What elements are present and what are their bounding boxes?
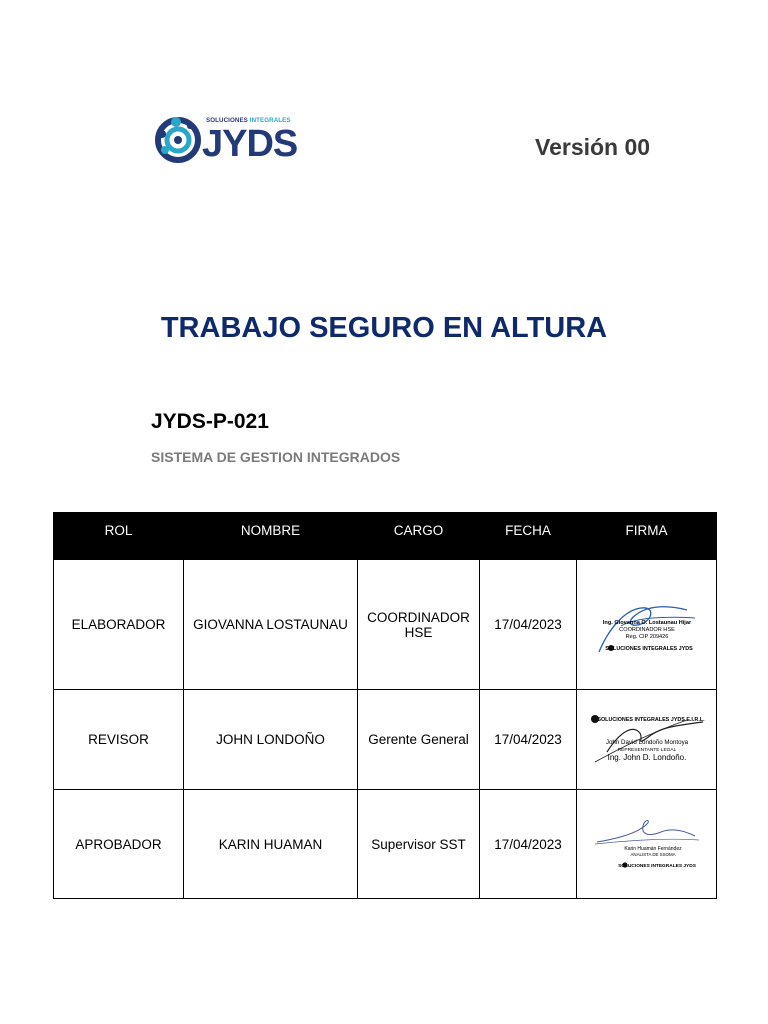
cell-nombre: JOHN LONDOÑO xyxy=(184,690,358,790)
version-label: Versión 00 xyxy=(535,134,651,160)
logo-mark-icon xyxy=(154,114,202,164)
svg-text:ANALISTA DE SSOMA: ANALISTA DE SSOMA xyxy=(629,852,676,857)
table-row xyxy=(54,790,717,899)
cell-cargo: COORDINADOR HSE xyxy=(358,560,480,690)
header-nombre: NOMBRE xyxy=(184,513,358,560)
header-fecha: FECHA xyxy=(480,513,577,560)
header-cargo: CARGO xyxy=(358,513,480,560)
cell-fecha: 17/04/2023 xyxy=(480,790,577,899)
cell-nombre: KARIN HUAMAN xyxy=(184,790,358,899)
svg-text:Ing. Giovanna O. Lostaunau Hij: Ing. Giovanna O. Lostaunau Hijar xyxy=(602,619,691,626)
signature-stamp-3 xyxy=(591,814,703,874)
table-row xyxy=(54,690,717,790)
logo-tagline: SOLUCIONES INTEGRALES xyxy=(206,117,291,124)
svg-text:REPRESENTANTE LEGAL: REPRESENTANTE LEGAL xyxy=(617,747,676,753)
cell-rol: ELABORADOR xyxy=(54,560,184,690)
table-header-row xyxy=(54,513,717,560)
svg-text:Reg. CIP 209426: Reg. CIP 209426 xyxy=(625,633,668,640)
signature-stamp-1 xyxy=(591,588,703,662)
cell-firma xyxy=(577,790,717,899)
cell-firma xyxy=(577,560,717,690)
approval-table xyxy=(53,512,717,899)
header-rol: ROL xyxy=(54,513,184,560)
cell-fecha: 17/04/2023 xyxy=(480,690,577,790)
cell-rol: APROBADOR xyxy=(54,790,184,899)
svg-text:COORDINADOR HSE: COORDINADOR HSE xyxy=(618,626,675,633)
cell-rol: REVISOR xyxy=(54,690,184,790)
document-code: JYDS-P-021 xyxy=(151,410,269,433)
cell-cargo: Supervisor SST xyxy=(358,790,480,899)
cell-fecha: 17/04/2023 xyxy=(480,560,577,690)
cell-firma xyxy=(577,690,717,790)
svg-text:SOLUCIONES INTEGRALES JYDS E.I: SOLUCIONES INTEGRALES JYDS E.I.R.L. xyxy=(596,716,705,723)
cell-cargo: Gerente General xyxy=(358,690,480,790)
document-system: SISTEMA DE GESTION INTEGRADOS xyxy=(151,449,401,465)
svg-text:John David Londoño Montoya: John David Londoño Montoya xyxy=(605,738,688,746)
logo-brand-text: JYDS xyxy=(202,123,298,165)
document-title: TRABAJO SEGURO EN ALTURA xyxy=(160,312,608,344)
signature-stamp-2 xyxy=(587,710,707,770)
cell-nombre: GIOVANNA LOSTAUNAU xyxy=(184,560,358,690)
table-row xyxy=(54,560,717,690)
svg-text:SOLUCIONES INTEGRALES JYDS: SOLUCIONES INTEGRALES JYDS xyxy=(617,864,696,869)
svg-text:SOLUCIONES INTEGRALES JYDS: SOLUCIONES INTEGRALES JYDS xyxy=(604,645,693,652)
svg-text:Ing. John D. Londoño.: Ing. John D. Londoño. xyxy=(607,752,686,762)
header-firma: FIRMA xyxy=(577,513,717,560)
svg-text:Karin Huamán Fernández: Karin Huamán Fernández xyxy=(623,846,682,852)
company-logo xyxy=(154,112,306,164)
